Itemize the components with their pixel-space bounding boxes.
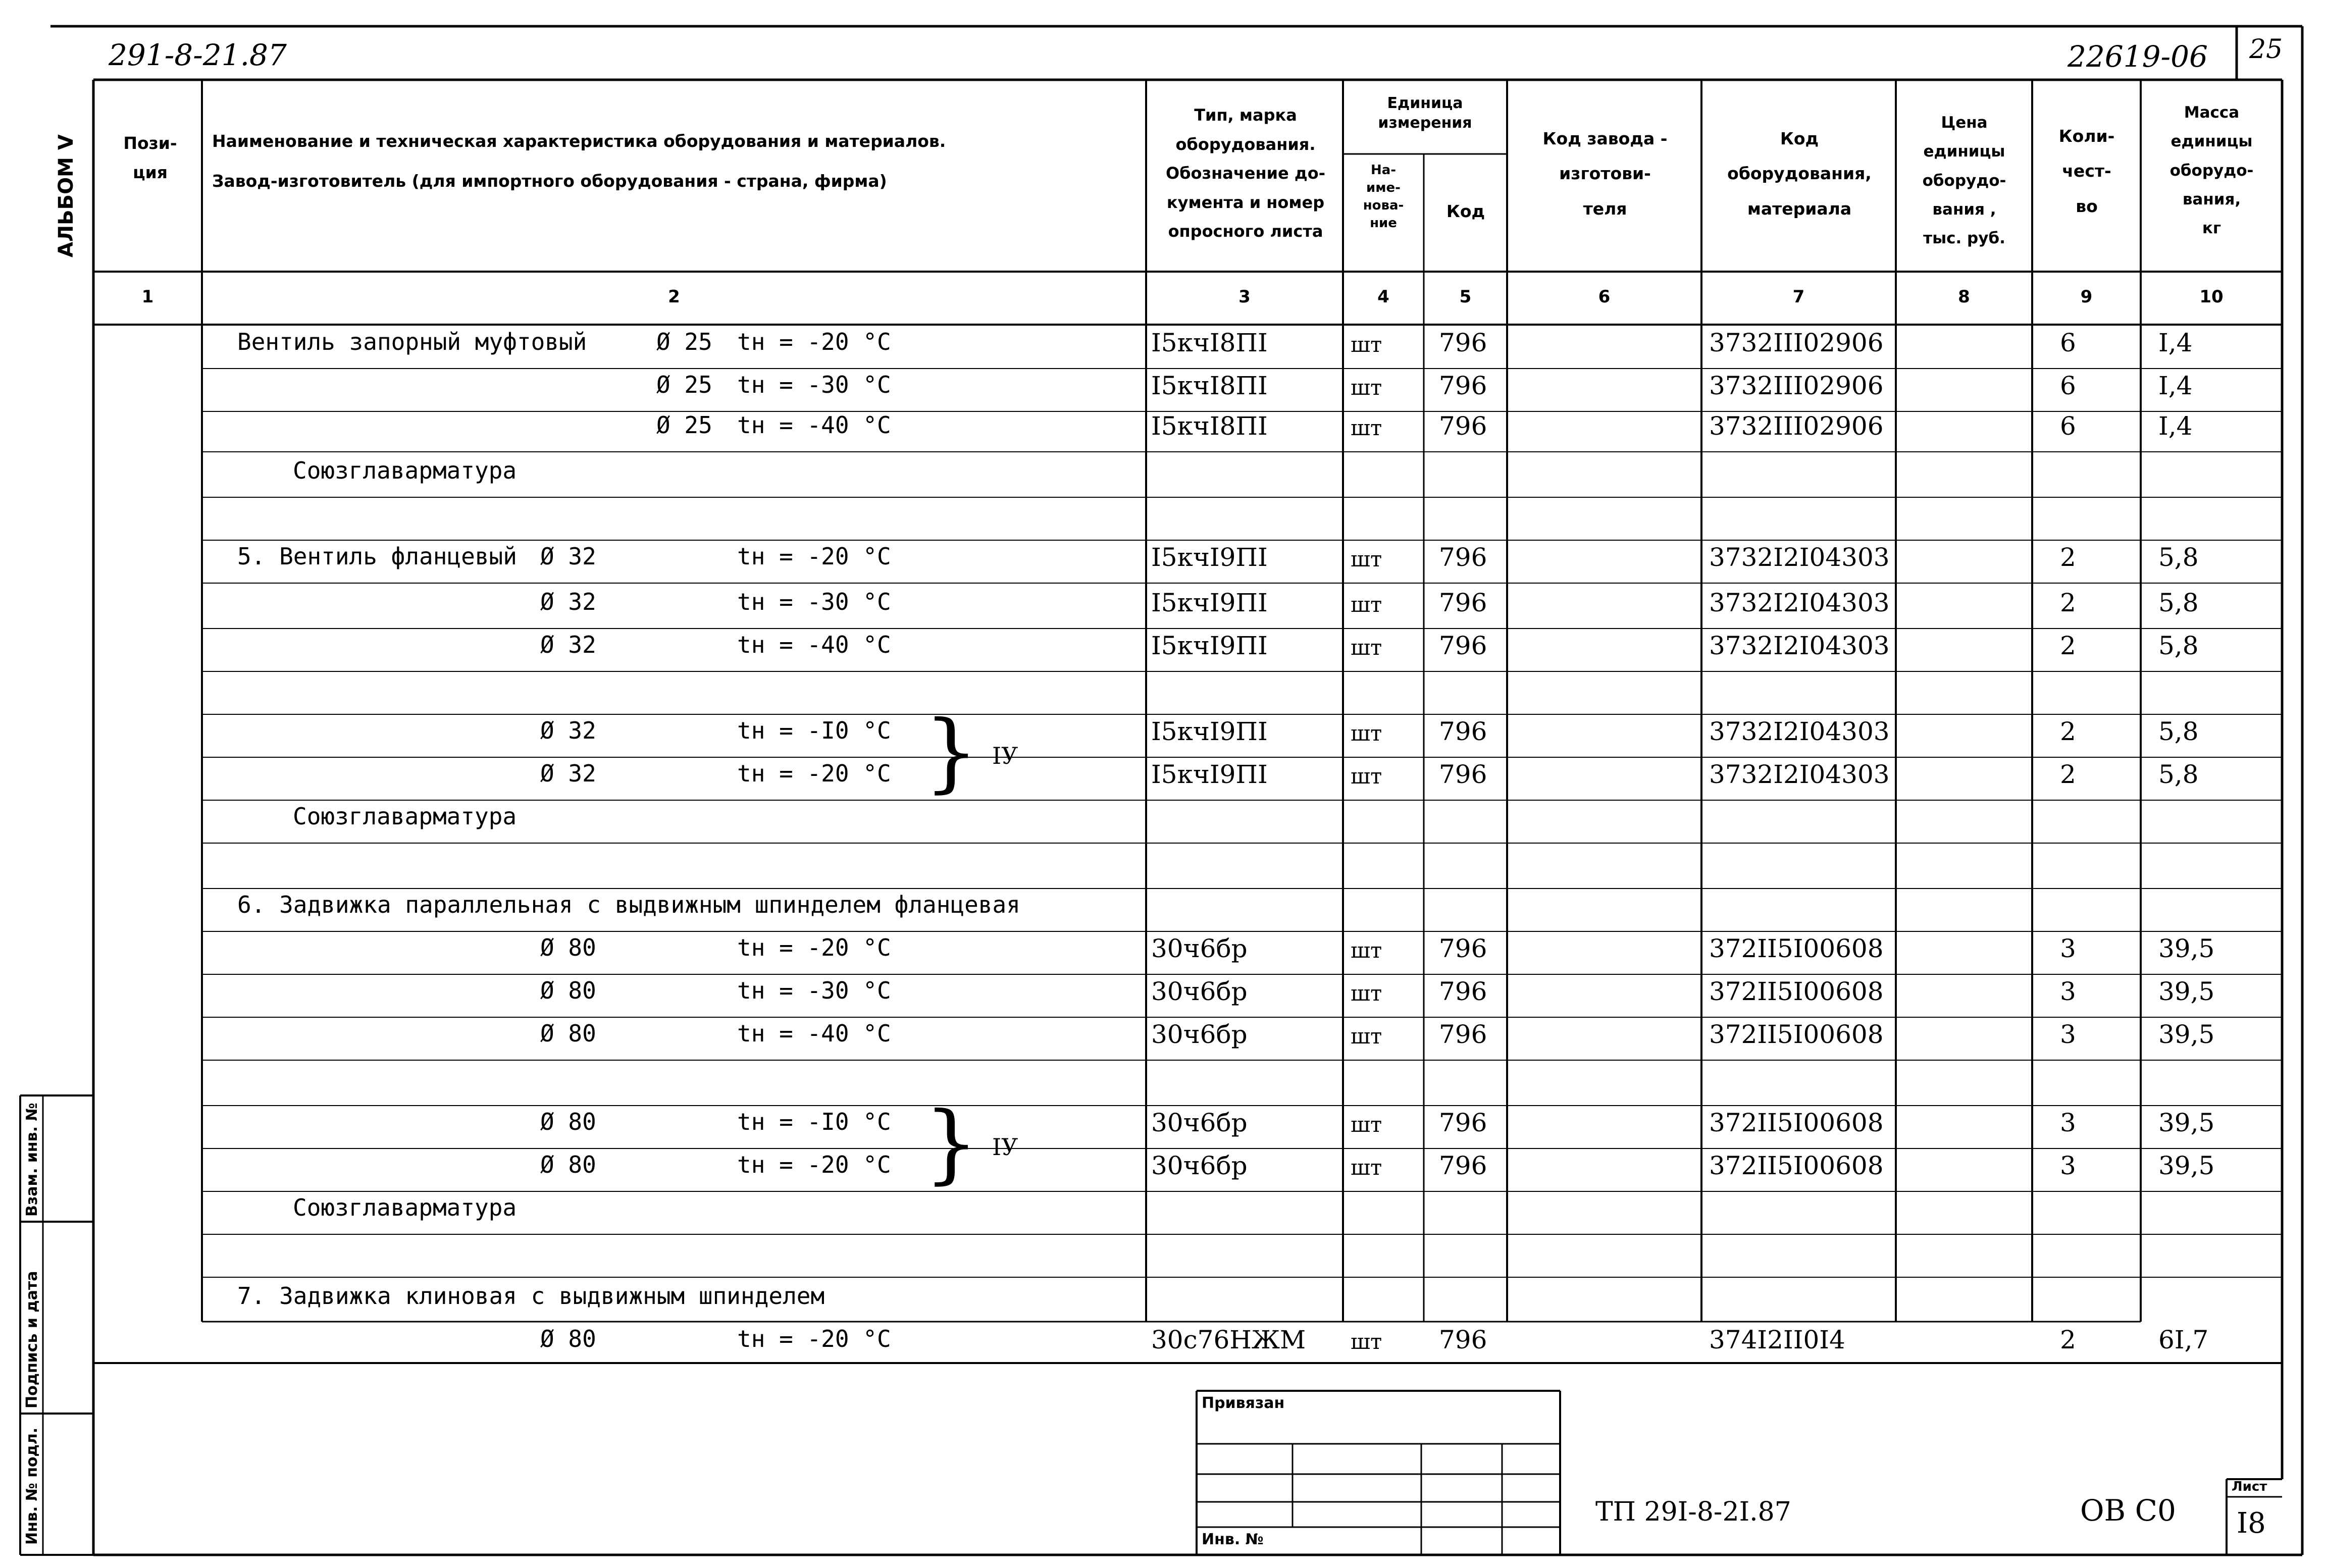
row-unit-code: 796 bbox=[1439, 588, 1487, 617]
row-equipment-code: 374I2II0I4 bbox=[1709, 1325, 1845, 1354]
row-mass: 39,5 bbox=[2158, 1020, 2215, 1049]
side-stamp-podpis: Подпись и дата bbox=[23, 1271, 41, 1408]
row-type: I5кчI8ПI bbox=[1151, 371, 1268, 400]
row-temperature: tн = -20 °С bbox=[737, 1151, 891, 1178]
row-equipment-code: 3732I2I04303 bbox=[1709, 631, 1890, 660]
col-header-name: Наименование и техническая характеристика оборудования и материалов. Завод-изготовитель (для импортного оборудования - страна, фирма) bbox=[212, 131, 946, 191]
col-num-6: 6 bbox=[1598, 287, 1611, 307]
row-unit: шт bbox=[1351, 981, 1382, 1006]
row-type: 30ч6бр bbox=[1151, 1020, 1248, 1049]
col-num-1: 1 bbox=[141, 287, 154, 307]
row-unit: шт bbox=[1351, 415, 1382, 440]
row-temperature: tн = -20 °С bbox=[737, 934, 891, 961]
row-diameter: Ø 80 bbox=[540, 1020, 596, 1047]
row-name: 6. Задвижка параллельная с выдвижным шпинделем фланцевая bbox=[237, 891, 1020, 918]
col-header-unit-name: На- име- нова- ние bbox=[1363, 163, 1404, 231]
col-num-3: 3 bbox=[1238, 287, 1251, 307]
row-unit-code: 796 bbox=[1439, 934, 1487, 963]
row-unit-code: 796 bbox=[1439, 760, 1487, 789]
row-type: I5кчI9ПI bbox=[1151, 760, 1268, 789]
row-equipment-code: 3732III02906 bbox=[1709, 328, 1884, 357]
side-stamp-vzam: Взам. инв. № bbox=[23, 1103, 41, 1217]
row-quantity: 6 bbox=[2060, 371, 2076, 400]
row-unit: шт bbox=[1351, 764, 1382, 789]
col-header-unit-code: Код bbox=[1446, 201, 1485, 221]
row-equipment-code: 3732III02906 bbox=[1709, 411, 1884, 441]
row-type: I5кчI9ПI bbox=[1151, 717, 1268, 746]
col-num-7: 7 bbox=[1792, 287, 1805, 307]
row-temperature: tн = -40 °С bbox=[737, 631, 891, 658]
row-diameter: Ø 25 bbox=[656, 371, 712, 398]
brace-group-1: } bbox=[924, 702, 979, 802]
row-name: Союзглаварматура bbox=[293, 1194, 517, 1221]
row-diameter: Ø 25 bbox=[656, 328, 712, 355]
row-type: 30с76НЖМ bbox=[1151, 1325, 1306, 1354]
row-name: Союзглаварматура bbox=[293, 457, 517, 484]
row-unit-code: 796 bbox=[1439, 543, 1487, 572]
title-doc-code: ТП 29I-8-2I.87 bbox=[1595, 1497, 1791, 1527]
row-quantity: 3 bbox=[2060, 1020, 2076, 1049]
row-equipment-code: 372II5I00608 bbox=[1709, 1020, 1884, 1049]
row-temperature: tн = -40 °С bbox=[737, 1020, 891, 1047]
side-stamp-inv-podl: Инв. № подл. bbox=[23, 1427, 41, 1545]
row-mass: 6I,7 bbox=[2158, 1325, 2209, 1354]
row-equipment-code: 372II5I00608 bbox=[1709, 934, 1884, 963]
row-name: Вентиль запорный муфтовый bbox=[237, 328, 587, 355]
row-unit-code: 796 bbox=[1439, 1325, 1487, 1354]
row-unit-code: 796 bbox=[1439, 411, 1487, 441]
row-equipment-code: 3732I2I04303 bbox=[1709, 543, 1890, 572]
row-quantity: 6 bbox=[2060, 411, 2076, 441]
col-num-8: 8 bbox=[1958, 287, 1970, 307]
col-header-quantity: Коли- чест- во bbox=[2058, 126, 2115, 216]
row-name: Союзглаварматура bbox=[293, 803, 517, 830]
row-quantity: 3 bbox=[2060, 977, 2076, 1006]
row-type: 30ч6бр bbox=[1151, 934, 1248, 963]
row-temperature: tн = -20 °С bbox=[737, 760, 891, 787]
row-equipment-code: 372II5I00608 bbox=[1709, 1108, 1884, 1137]
row-type: I5кчI9ПI bbox=[1151, 588, 1268, 617]
row-type: I5кчI8ПI bbox=[1151, 328, 1268, 357]
row-unit: шт bbox=[1351, 1329, 1382, 1354]
page-number-handwritten: 25 bbox=[2249, 34, 2283, 65]
row-unit-code: 796 bbox=[1439, 328, 1487, 357]
row-quantity: 2 bbox=[2060, 717, 2076, 746]
row-temperature: tн = -40 °С bbox=[737, 411, 891, 439]
row-unit-code: 796 bbox=[1439, 1151, 1487, 1180]
row-temperature: tн = -I0 °С bbox=[737, 1108, 891, 1135]
row-unit-code: 796 bbox=[1439, 1020, 1487, 1049]
row-type: I5кчI8ПI bbox=[1151, 411, 1268, 441]
row-temperature: tн = -20 °С bbox=[737, 328, 891, 355]
col-header-type: Тип, марка оборудования. Обозначение до- кумента и номер опросного листа bbox=[1166, 106, 1325, 241]
row-mass: 5,8 bbox=[2158, 631, 2199, 660]
row-name: 7. Задвижка клиновая с выдвижным шпинделем bbox=[237, 1282, 825, 1310]
row-type: I5кчI9ПI bbox=[1151, 631, 1268, 660]
row-equipment-code: 3732III02906 bbox=[1709, 371, 1884, 400]
row-quantity: 2 bbox=[2060, 543, 2076, 572]
col-header-equipment-code: Код оборудования, материала bbox=[1727, 129, 1872, 219]
row-quantity: 2 bbox=[2060, 588, 2076, 617]
row-type: I5кчI9ПI bbox=[1151, 543, 1268, 572]
album-label: АЛЬБОМ V bbox=[55, 134, 78, 257]
col-header-position: Пози- ция bbox=[123, 133, 177, 182]
title-sheet-number: I8 bbox=[2237, 1507, 2266, 1540]
row-temperature: tн = -20 °С bbox=[737, 543, 891, 570]
row-type: 30ч6бр bbox=[1151, 1151, 1248, 1180]
row-type: 30ч6бр bbox=[1151, 977, 1248, 1006]
row-unit: шт bbox=[1351, 635, 1382, 660]
row-mass: 39,5 bbox=[2158, 934, 2215, 963]
row-unit: шт bbox=[1351, 938, 1382, 963]
row-quantity: 2 bbox=[2060, 631, 2076, 660]
row-diameter: Ø 80 bbox=[540, 934, 596, 961]
row-quantity: 3 bbox=[2060, 1108, 2076, 1137]
row-unit-code: 796 bbox=[1439, 717, 1487, 746]
order-number-handwritten: 22619-06 bbox=[2068, 39, 2208, 74]
row-mass: 39,5 bbox=[2158, 1108, 2215, 1137]
row-mass: I,4 bbox=[2158, 371, 2193, 400]
row-mass: 39,5 bbox=[2158, 1151, 2215, 1180]
col-num-4: 4 bbox=[1377, 287, 1389, 307]
row-diameter: Ø 80 bbox=[540, 1151, 596, 1178]
row-equipment-code: 3732I2I04303 bbox=[1709, 717, 1890, 746]
row-quantity: 2 bbox=[2060, 760, 2076, 789]
row-quantity: 3 bbox=[2060, 934, 2076, 963]
title-privyazan: Привязан bbox=[1202, 1394, 1285, 1412]
row-temperature: tн = -30 °С bbox=[737, 371, 891, 398]
title-sheet-label: Лист bbox=[2232, 1479, 2267, 1494]
row-mass: 5,8 bbox=[2158, 717, 2199, 746]
col-header-factory-code: Код завода - изготови- теля bbox=[1542, 129, 1668, 219]
row-temperature: tн = -20 °С bbox=[737, 1325, 891, 1352]
row-unit: шт bbox=[1351, 1155, 1382, 1180]
doc-number-handwritten: 291-8-21.87 bbox=[109, 38, 287, 72]
row-name: 5. Вентиль фланцевый bbox=[237, 543, 517, 570]
col-num-9: 9 bbox=[2080, 287, 2093, 307]
row-equipment-code: 3732I2I04303 bbox=[1709, 588, 1890, 617]
col-num-10: 10 bbox=[2199, 287, 2224, 307]
row-unit: шт bbox=[1351, 721, 1382, 746]
row-diameter: Ø 32 bbox=[540, 543, 596, 570]
title-inv-no: Инв. № bbox=[1202, 1531, 1264, 1548]
row-diameter: Ø 80 bbox=[540, 1108, 596, 1135]
brace-label-2: IУ bbox=[992, 1133, 1018, 1161]
row-diameter: Ø 32 bbox=[540, 588, 596, 615]
row-mass: I,4 bbox=[2158, 411, 2193, 441]
row-unit-code: 796 bbox=[1439, 977, 1487, 1006]
row-diameter: Ø 32 bbox=[540, 631, 596, 658]
row-mass: 39,5 bbox=[2158, 977, 2215, 1006]
col-num-2: 2 bbox=[668, 287, 680, 307]
col-header-unit-group: Единица измерения bbox=[1378, 94, 1472, 132]
brace-label-1: IУ bbox=[992, 742, 1018, 769]
row-diameter: Ø 32 bbox=[540, 717, 596, 744]
row-quantity: 6 bbox=[2060, 328, 2076, 357]
row-diameter: Ø 25 bbox=[656, 411, 712, 439]
row-unit: шт bbox=[1351, 592, 1382, 617]
row-unit-code: 796 bbox=[1439, 371, 1487, 400]
row-unit: шт bbox=[1351, 332, 1382, 357]
row-unit-code: 796 bbox=[1439, 1108, 1487, 1137]
row-equipment-code: 372II5I00608 bbox=[1709, 977, 1884, 1006]
row-equipment-code: 3732I2I04303 bbox=[1709, 760, 1890, 789]
row-quantity: 3 bbox=[2060, 1151, 2076, 1180]
row-temperature: tн = -I0 °С bbox=[737, 717, 891, 744]
row-unit: шт bbox=[1351, 1112, 1382, 1137]
row-mass: I,4 bbox=[2158, 328, 2193, 357]
row-mass: 5,8 bbox=[2158, 760, 2199, 789]
row-temperature: tн = -30 °С bbox=[737, 977, 891, 1004]
title-mark: ОВ С0 bbox=[2080, 1493, 2176, 1528]
row-type: 30ч6бр bbox=[1151, 1108, 1248, 1137]
row-unit: шт bbox=[1351, 375, 1382, 400]
col-header-price: Цена единицы оборудо- вания , тыс. руб. bbox=[1922, 114, 2006, 248]
row-unit-code: 796 bbox=[1439, 631, 1487, 660]
row-diameter: Ø 80 bbox=[540, 977, 596, 1004]
row-unit: шт bbox=[1351, 1024, 1382, 1049]
row-diameter: Ø 32 bbox=[540, 760, 596, 787]
row-mass: 5,8 bbox=[2158, 543, 2199, 572]
row-temperature: tн = -30 °С bbox=[737, 588, 891, 615]
row-quantity: 2 bbox=[2060, 1325, 2076, 1354]
row-diameter: Ø 80 bbox=[540, 1325, 596, 1352]
row-mass: 5,8 bbox=[2158, 588, 2199, 617]
col-header-mass: Масса единицы оборудо- вания, кг bbox=[2169, 103, 2254, 238]
row-unit: шт bbox=[1351, 547, 1382, 571]
row-equipment-code: 372II5I00608 bbox=[1709, 1151, 1884, 1180]
brace-group-2: } bbox=[924, 1093, 979, 1193]
col-num-5: 5 bbox=[1459, 287, 1472, 307]
